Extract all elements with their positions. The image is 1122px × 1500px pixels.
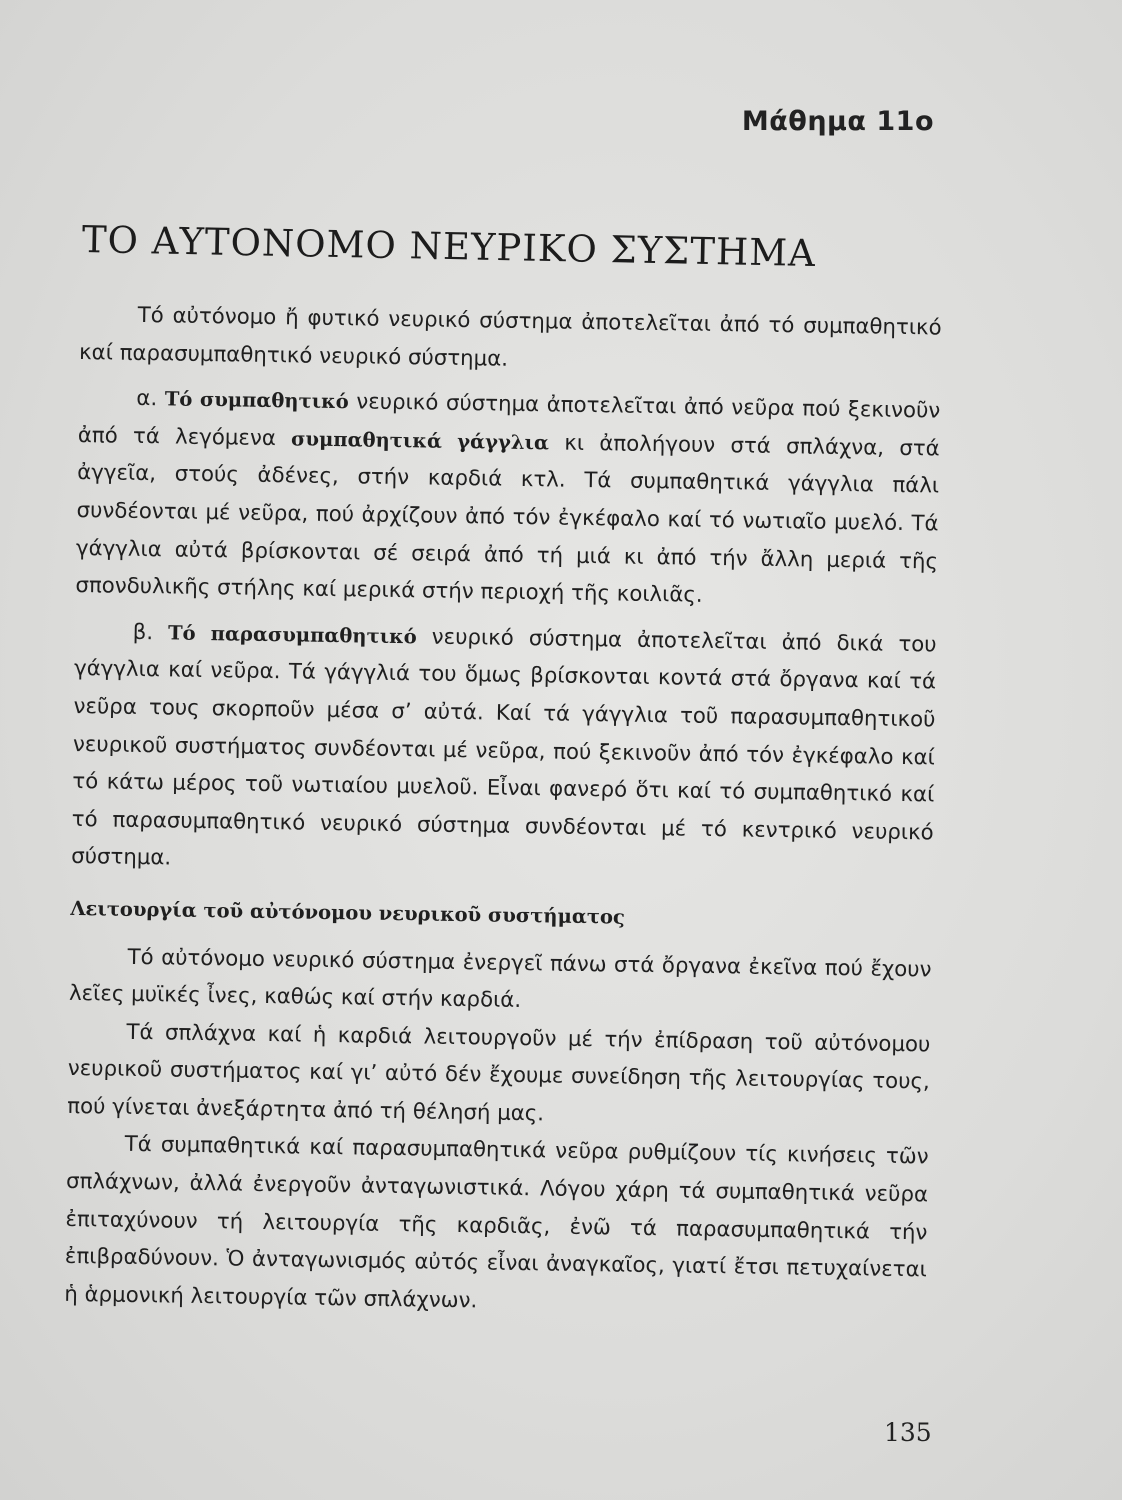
term-sympathetic-ganglia: συμπαθητικά γάγγλια bbox=[290, 427, 550, 455]
function-paragraph-2: Τά σπλάχνα καί ἡ καρδιά λειτουργοῦν μέ τήν ἐπίδραση τοῦ αὐτόνομου νευρικοῦ συστήματος καί γι’ αὐτό δέν ἔχουμε συνείδηση τῆς λειτουργίας τους, πού γίνεται ἀνεξάρτητα ἀπό τή θέλησή μας. bbox=[67, 1019, 931, 1127]
page-title: ΤΟ ΑΥΤΟΝΟΜΟ ΝΕΥΡΙΚΟ ΣΥΣΤΗΜΑ bbox=[81, 218, 817, 276]
function-heading: Λειτουργία τοῦ αὐτόνομου νευρικοῦ συστήματος bbox=[70, 896, 626, 929]
body-text bbox=[64, 296, 942, 1327]
term-parasympathetic: Τό παρασυμπαθητικό bbox=[167, 621, 417, 649]
parasympathetic-text: νευρικό σύστημα ἀποτελεῖται ἀπό δικά του γάγγλια καί νεῦρα. Τά γάγγλιά του ὅμως βρίσκονται κοντά στά ὄργανα καί τά νεῦρα τους σκορποῦν μέσα σ’ αὐτά. Καί τά γάγγλια τοῦ παρασυμπαθητικοῦ νευρικοῦ συστήματος συνδέονται μέ νεῦρα, πού ξεκινοῦν ἀπό τόν ἐγκέφαλο καί τό κάτω μέρος τοῦ νωτιαίου μυελοῦ. Εἶναι φανερό ὅτι καί τό συμπαθητικό καί τό παρασυμπαθητικό νευρικό σύστημα συνδέονται μέ τό κεντρικό νευρικό σύστημα. bbox=[70, 624, 937, 871]
sympathetic-text-2: κι ἀπολήγουν στά σπλάχνα, στά ἀγγεῖα, στούς ἀδένες, στήν καρδιά κτλ. Τά συμπαθητικά γάγγλια πάλι συνδέονται μέ νεῦρα, πού ἀρχίζουν ἀπό τόν ἐγκέφαλο καί τό νωτιαῖο μυελό. Τά γάγγλια αὐτά βρίσκονται σέ σειρά ἀπό τή μιά κι ἀπό τήν ἄλλη μεριά τῆς σπονδυλικῆς στήλης καί μερικά στήν περιοχή τῆς κοιλιᾶς. bbox=[75, 430, 940, 608]
term-sympathetic: Τό συμπαθητικό bbox=[164, 387, 349, 414]
marker-a: α. bbox=[136, 386, 158, 412]
function-paragraph-3: Τά συμπαθητικά καί παρασυμπαθητικά νεῦρα ρυθμίζουν τίς κινήσεις τῶν σπλάχνων, ἀλλά ἐνεργοῦν ἀνταγωνιστικά. Λόγου χάρη τά συμπαθητικά νεῦρα ἐπιταχύνουν τή λειτουργία τῆς καρδιᾶς, ἐνῶ τά παρασυμπαθητικά τήν ἐπιβραδύνουν. Ὁ ἀνταγωνισμός αὐτός εἶναι ἀναγκαῖος, γιατί ἔτσι πετυχαίνεται ἡ ἁρμονική λειτουργία τῶν σπλάχνων. bbox=[64, 1132, 929, 1314]
paragraph-sympathetic bbox=[75, 379, 940, 618]
sympathetic-text-1: νευρικό σύστημα ἀποτελεῖται ἀπό νεῦρα πού ξεκινοῦν ἀπό τά λεγόμενα bbox=[77, 389, 941, 451]
lesson-label: Μάθημα 11ο bbox=[741, 106, 934, 137]
intro-paragraph: Τό αὐτόνομο ἤ φυτικό νευρικό σύστημα ἀποτελεῖται ἀπό τό συμπαθητικό καί παρασυμπαθητικό νευρικό σύστημα. bbox=[78, 302, 942, 372]
marker-b: β. bbox=[132, 619, 154, 645]
function-paragraph-1: Τό αὐτόνομο νευρικό σύστημα ἐνεργεῖ πάνω στά ὄργανα ἐκεῖνα πού ἔχουν λεῖες μυϊκές ἶνες, καθώς καί στήν καρδιά. bbox=[68, 944, 932, 1014]
page-number: 135 bbox=[884, 1418, 932, 1447]
paragraph-parasympathetic bbox=[71, 613, 937, 890]
